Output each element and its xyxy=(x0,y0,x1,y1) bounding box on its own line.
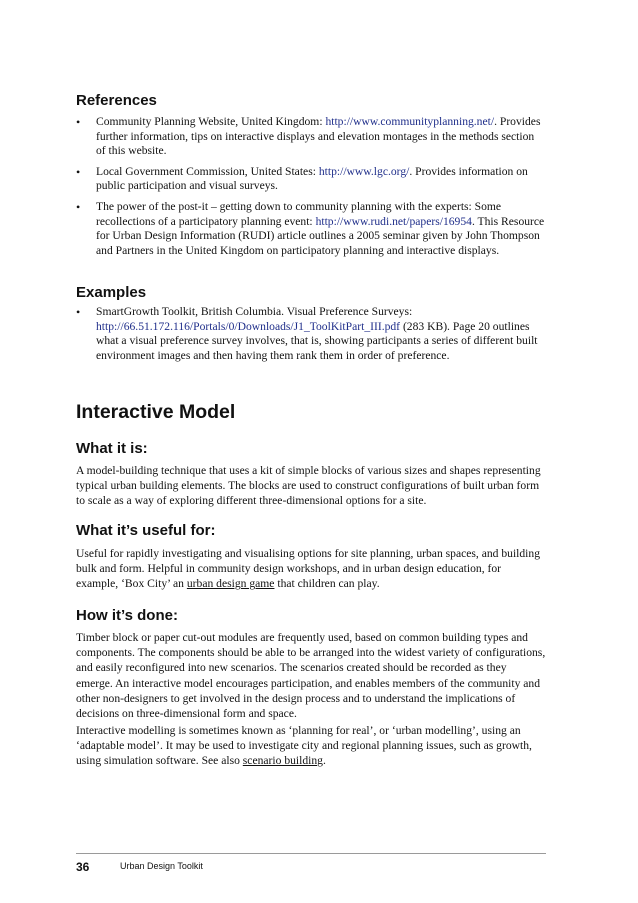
what-it-is-heading: What it is: xyxy=(76,440,148,457)
what-it-is-text: A model-building technique that uses a kit of simple blocks of various sizes and shapes representing typical urban building elements. The blocks are used to construct configurations of built urban form to scale as a way of exploring different three-dimensional options for a site. xyxy=(76,464,541,508)
footer-title: Urban Design Toolkit xyxy=(120,861,203,871)
how-its-done-heading: How it’s done: xyxy=(76,607,178,624)
urban-design-game-link[interactable]: urban design game xyxy=(186,577,275,591)
footer-divider xyxy=(76,853,546,854)
useful-for-heading: What it’s useful for: xyxy=(76,522,216,539)
list-item: • Local Government Commission, United States: http://www.lgc.org/. Provides information on public participation and visual surveys. xyxy=(76,165,546,194)
how-its-done-text: Timber block or paper cut-out modules are frequently used, based on common building types and components. The components should be able to be arranged into the widest variety of configurations, and easily reconfigured into new scenarios. The scenarios created should be recorded as they emerge. An interactive model encourages participation, and enables members of the community and other non-designers to get involved in the design process and to understand the implications of decisions on three-dimensional form and space. xyxy=(76,631,546,721)
useful-for-text: Useful for rapidly investigating and visualising options for site planning, urban spaces, and building bulk and form. Helpful in community design workshops, and in urban design education, for example, ‘Box City’ an urban design game that children can play. xyxy=(76,547,540,591)
references-list xyxy=(76,115,546,264)
example-link[interactable]: http://66.51.172.116/Portals/0/Downloads/J1_ToolKitPart_III.pdf xyxy=(96,319,401,333)
list-item: • SmartGrowth Toolkit, British Columbia. Visual Preference Surveys: http://66.51.172.116/Portals/0/Downloads/J1_ToolKitPart_III.pdf (283 KB). Page 20 outlines what a visual preference survey involves, that is, showing participants a series of different built environment images and then having them rank them in order of preference. xyxy=(76,305,546,363)
references-heading: References xyxy=(76,92,157,109)
examples-list xyxy=(76,305,546,369)
reference-link[interactable]: http://www.rudi.net/papers/16954 xyxy=(315,214,472,228)
list-item: • The power of the post-it – getting down to community planning with the experts: Some recollections of a participatory planning event: http://www.rudi.net/papers/16954. This Resource for Urban Design Information (RUDI) article outlines a 2005 seminar given by John Thompson and Partners in the United Kingdom on participatory planning and interactive displays. xyxy=(76,200,546,258)
page-number: 36 xyxy=(76,860,90,874)
interactive-modelling-text: Interactive modelling is sometimes known as ‘planning for real’, or ‘urban modelling’, using an ‘adaptable model’. It may be used to investigate city and regional planning issues, such as growth, using simulation software. See also scenario building. xyxy=(76,724,532,768)
list-item: • Community Planning Website, United Kingdom: http://www.communityplanning.net/. Provides further information, tips on interactive displays and elevation montages in the methods section of this website. xyxy=(76,115,546,159)
scenario-building-link[interactable]: scenario building xyxy=(242,754,323,768)
reference-link[interactable]: http://www.lgc.org/ xyxy=(318,164,410,178)
examples-heading: Examples xyxy=(76,284,147,301)
section-title: Interactive Model xyxy=(76,401,236,423)
reference-link[interactable]: http://www.communityplanning.net/ xyxy=(325,115,495,128)
